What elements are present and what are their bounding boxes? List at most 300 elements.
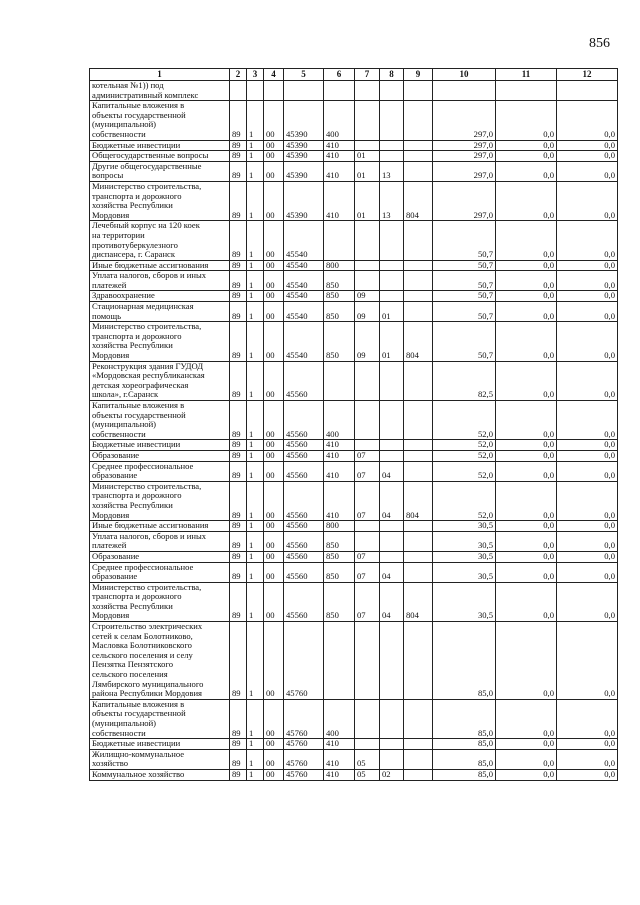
row-name-cell: Иные бюджетные ассигнования — [90, 260, 230, 271]
table-row — [90, 769, 618, 780]
cell-col-4: 00 — [264, 769, 284, 780]
cell-col-10: 85,0 — [433, 769, 496, 780]
cell-col-4: 00 — [264, 450, 284, 461]
cell-col-3: 1 — [247, 531, 264, 551]
cell-col-11: 0,0 — [496, 271, 557, 291]
cell-col-9 — [404, 739, 433, 750]
cell-col-9 — [404, 140, 433, 151]
table-row — [90, 531, 618, 551]
cell-col-9 — [404, 151, 433, 162]
cell-col-3: 1 — [247, 302, 264, 322]
column-header: 4 — [264, 69, 284, 81]
cell-col-9 — [404, 622, 433, 700]
cell-col-3: 1 — [247, 322, 264, 361]
cell-col-12: 0,0 — [557, 551, 618, 562]
cell-col-8 — [380, 699, 404, 738]
cell-col-2: 89 — [230, 221, 247, 260]
column-header: 11 — [496, 69, 557, 81]
column-header: 9 — [404, 69, 433, 81]
column-header: 12 — [557, 69, 618, 81]
cell-col-9 — [404, 260, 433, 271]
column-header: 7 — [355, 69, 380, 81]
cell-col-3: 1 — [247, 551, 264, 562]
cell-col-12: 0,0 — [557, 271, 618, 291]
cell-col-12: 0,0 — [557, 181, 618, 220]
cell-col-7 — [355, 699, 380, 738]
cell-col-5: 45560 — [284, 361, 324, 400]
cell-col-8 — [380, 450, 404, 461]
cell-col-2: 89 — [230, 551, 247, 562]
cell-col-8 — [380, 739, 404, 750]
cell-col-7: 01 — [355, 181, 380, 220]
cell-col-12: 0,0 — [557, 361, 618, 400]
cell-col-12: 0,0 — [557, 521, 618, 532]
cell-col-10: 85,0 — [433, 622, 496, 700]
cell-col-3: 1 — [247, 749, 264, 769]
cell-col-7: 09 — [355, 302, 380, 322]
cell-col-9 — [404, 440, 433, 451]
cell-col-5: 45540 — [284, 271, 324, 291]
cell-col-11: 0,0 — [496, 151, 557, 162]
cell-col-2: 89 — [230, 699, 247, 738]
row-name-cell: Иные бюджетные ассигнования — [90, 521, 230, 532]
cell-col-9 — [404, 769, 433, 780]
cell-col-8: 13 — [380, 161, 404, 181]
cell-col-3: 1 — [247, 481, 264, 520]
cell-col-7 — [355, 361, 380, 400]
cell-col-12: 0,0 — [557, 221, 618, 260]
cell-col-3 — [247, 81, 264, 101]
cell-col-6: 410 — [324, 450, 355, 461]
cell-col-5: 45560 — [284, 461, 324, 481]
cell-col-2: 89 — [230, 481, 247, 520]
cell-col-9 — [404, 401, 433, 440]
cell-col-7 — [355, 140, 380, 151]
cell-col-6: 800 — [324, 260, 355, 271]
cell-col-3: 1 — [247, 521, 264, 532]
cell-col-7: 07 — [355, 551, 380, 562]
cell-col-7: 07 — [355, 481, 380, 520]
cell-col-7 — [355, 521, 380, 532]
cell-col-6: 850 — [324, 322, 355, 361]
row-name-cell: Реконструкция здания ГУДОД «Мордовская республиканская детская хореографическая школа», г.Саранск — [90, 361, 230, 400]
cell-col-10: 297,0 — [433, 161, 496, 181]
cell-col-7: 05 — [355, 749, 380, 769]
cell-col-11: 0,0 — [496, 531, 557, 551]
cell-col-10: 85,0 — [433, 739, 496, 750]
cell-col-3: 1 — [247, 221, 264, 260]
table-row — [90, 481, 618, 520]
row-name-cell: Министерство строительства, транспорта и дорожного хозяйства Республики Мордовия — [90, 582, 230, 621]
column-header: 8 — [380, 69, 404, 81]
cell-col-8: 04 — [380, 481, 404, 520]
cell-col-2: 89 — [230, 440, 247, 451]
cell-col-7: 07 — [355, 562, 380, 582]
cell-col-5: 45390 — [284, 181, 324, 220]
cell-col-3: 1 — [247, 401, 264, 440]
cell-col-12: 0,0 — [557, 140, 618, 151]
page-number: 856 — [589, 36, 610, 51]
cell-col-6: 410 — [324, 769, 355, 780]
cell-col-10: 30,5 — [433, 551, 496, 562]
cell-col-3: 1 — [247, 291, 264, 302]
row-name-cell: Капитальные вложения в объекты государственной (муниципальной) собственности — [90, 699, 230, 738]
cell-col-10: 52,0 — [433, 450, 496, 461]
cell-col-10: 30,5 — [433, 582, 496, 621]
cell-col-4: 00 — [264, 291, 284, 302]
cell-col-4: 00 — [264, 622, 284, 700]
row-name-cell: Образование — [90, 450, 230, 461]
cell-col-11: 0,0 — [496, 582, 557, 621]
cell-col-10: 50,7 — [433, 291, 496, 302]
cell-col-9 — [404, 302, 433, 322]
cell-col-7 — [355, 260, 380, 271]
cell-col-10: 52,0 — [433, 481, 496, 520]
cell-col-9 — [404, 161, 433, 181]
cell-col-12: 0,0 — [557, 161, 618, 181]
cell-col-2: 89 — [230, 161, 247, 181]
cell-col-10: 50,7 — [433, 221, 496, 260]
cell-col-5: 45540 — [284, 291, 324, 302]
column-header: 3 — [247, 69, 264, 81]
cell-col-8: 04 — [380, 461, 404, 481]
table-row — [90, 181, 618, 220]
cell-col-5 — [284, 81, 324, 101]
cell-col-3: 1 — [247, 271, 264, 291]
cell-col-4: 00 — [264, 151, 284, 162]
cell-col-12: 0,0 — [557, 401, 618, 440]
table-row — [90, 461, 618, 481]
column-header: 5 — [284, 69, 324, 81]
cell-col-7 — [355, 221, 380, 260]
table-row — [90, 551, 618, 562]
table-row — [90, 401, 618, 440]
cell-col-5: 45540 — [284, 302, 324, 322]
cell-col-2: 89 — [230, 739, 247, 750]
cell-col-4: 00 — [264, 161, 284, 181]
cell-col-9 — [404, 221, 433, 260]
cell-col-5: 45560 — [284, 551, 324, 562]
cell-col-4: 00 — [264, 739, 284, 750]
cell-col-8 — [380, 749, 404, 769]
table-row — [90, 101, 618, 140]
row-name-cell: Бюджетные инвестиции — [90, 440, 230, 451]
cell-col-6 — [324, 221, 355, 260]
cell-col-2: 89 — [230, 361, 247, 400]
cell-col-8 — [380, 291, 404, 302]
cell-col-3: 1 — [247, 181, 264, 220]
cell-col-7: 09 — [355, 322, 380, 361]
cell-col-8 — [380, 401, 404, 440]
cell-col-11: 0,0 — [496, 551, 557, 562]
cell-col-11: 0,0 — [496, 450, 557, 461]
cell-col-4: 00 — [264, 140, 284, 151]
cell-col-5: 45390 — [284, 140, 324, 151]
cell-col-11: 0,0 — [496, 461, 557, 481]
cell-col-4: 00 — [264, 181, 284, 220]
table-row — [90, 699, 618, 738]
cell-col-5: 45540 — [284, 260, 324, 271]
cell-col-9 — [404, 521, 433, 532]
cell-col-9 — [404, 749, 433, 769]
cell-col-3: 1 — [247, 739, 264, 750]
cell-col-6: 850 — [324, 531, 355, 551]
table-row — [90, 271, 618, 291]
row-name-cell: Коммунальное хозяйство — [90, 769, 230, 780]
table-row — [90, 440, 618, 451]
cell-col-7 — [355, 531, 380, 551]
table-row — [90, 221, 618, 260]
table-row — [90, 151, 618, 162]
cell-col-6: 410 — [324, 461, 355, 481]
row-name-cell: Среднее профессиональное образование — [90, 562, 230, 582]
cell-col-6: 850 — [324, 291, 355, 302]
row-name-cell: Бюджетные инвестиции — [90, 739, 230, 750]
row-name-cell: Капитальные вложения в объекты государственной (муниципальной) собственности — [90, 401, 230, 440]
table-row — [90, 140, 618, 151]
cell-col-5: 45560 — [284, 531, 324, 551]
cell-col-6: 410 — [324, 440, 355, 451]
table-body — [90, 81, 618, 781]
cell-col-9: 804 — [404, 322, 433, 361]
cell-col-5: 45560 — [284, 481, 324, 520]
cell-col-8 — [380, 271, 404, 291]
cell-col-7 — [355, 81, 380, 101]
cell-col-2: 89 — [230, 450, 247, 461]
cell-col-2: 89 — [230, 271, 247, 291]
budget-table — [89, 68, 618, 781]
cell-col-6: 410 — [324, 151, 355, 162]
row-name-cell: Другие общегосударственные вопросы — [90, 161, 230, 181]
cell-col-10: 297,0 — [433, 181, 496, 220]
cell-col-3: 1 — [247, 151, 264, 162]
row-name-cell: Среднее профессиональное образование — [90, 461, 230, 481]
cell-col-6 — [324, 361, 355, 400]
cell-col-4: 00 — [264, 260, 284, 271]
cell-col-11: 0,0 — [496, 181, 557, 220]
cell-col-6: 850 — [324, 302, 355, 322]
cell-col-9 — [404, 699, 433, 738]
cell-col-12: 0,0 — [557, 260, 618, 271]
cell-col-11: 0,0 — [496, 440, 557, 451]
cell-col-8: 04 — [380, 562, 404, 582]
cell-col-2: 89 — [230, 260, 247, 271]
cell-col-3: 1 — [247, 361, 264, 400]
table-row — [90, 562, 618, 582]
cell-col-3: 1 — [247, 260, 264, 271]
cell-col-2: 89 — [230, 151, 247, 162]
row-name-cell: котельная №1)) под административный комплекс — [90, 81, 230, 101]
cell-col-10: 50,7 — [433, 271, 496, 291]
cell-col-8 — [380, 140, 404, 151]
table-row — [90, 161, 618, 181]
cell-col-2: 89 — [230, 461, 247, 481]
cell-col-2: 89 — [230, 140, 247, 151]
cell-col-4: 00 — [264, 521, 284, 532]
table-row — [90, 322, 618, 361]
cell-col-10: 85,0 — [433, 699, 496, 738]
cell-col-6: 850 — [324, 562, 355, 582]
row-name-cell: Министерство строительства, транспорта и дорожного хозяйства Республики Мордовия — [90, 181, 230, 220]
cell-col-10: 85,0 — [433, 749, 496, 769]
cell-col-11: 0,0 — [496, 481, 557, 520]
cell-col-12: 0,0 — [557, 302, 618, 322]
cell-col-3: 1 — [247, 161, 264, 181]
cell-col-2: 89 — [230, 749, 247, 769]
cell-col-5: 45560 — [284, 440, 324, 451]
cell-col-11: 0,0 — [496, 302, 557, 322]
table-row — [90, 450, 618, 461]
cell-col-12: 0,0 — [557, 322, 618, 361]
cell-col-2: 89 — [230, 562, 247, 582]
cell-col-10: 297,0 — [433, 140, 496, 151]
cell-col-6: 410 — [324, 739, 355, 750]
cell-col-2: 89 — [230, 322, 247, 361]
cell-col-6: 850 — [324, 582, 355, 621]
cell-col-9 — [404, 531, 433, 551]
cell-col-7: 07 — [355, 582, 380, 621]
cell-col-4: 00 — [264, 302, 284, 322]
cell-col-2: 89 — [230, 622, 247, 700]
cell-col-5: 45560 — [284, 521, 324, 532]
cell-col-7 — [355, 101, 380, 140]
cell-col-11: 0,0 — [496, 221, 557, 260]
cell-col-6: 410 — [324, 181, 355, 220]
cell-col-5: 45540 — [284, 322, 324, 361]
cell-col-10: 52,0 — [433, 401, 496, 440]
table-row — [90, 291, 618, 302]
cell-col-10 — [433, 81, 496, 101]
cell-col-9: 804 — [404, 582, 433, 621]
row-name-cell: Капитальные вложения в объекты государственной (муниципальной) собственности — [90, 101, 230, 140]
cell-col-12: 0,0 — [557, 481, 618, 520]
table-row — [90, 260, 618, 271]
cell-col-11: 0,0 — [496, 140, 557, 151]
cell-col-7: 05 — [355, 769, 380, 780]
cell-col-4: 00 — [264, 481, 284, 520]
table-row — [90, 361, 618, 400]
cell-col-11: 0,0 — [496, 562, 557, 582]
cell-col-3: 1 — [247, 450, 264, 461]
column-header: 1 — [90, 69, 230, 81]
cell-col-2 — [230, 81, 247, 101]
cell-col-8: 02 — [380, 769, 404, 780]
cell-col-9 — [404, 450, 433, 461]
cell-col-12: 0,0 — [557, 582, 618, 621]
cell-col-9 — [404, 461, 433, 481]
cell-col-7: 07 — [355, 461, 380, 481]
cell-col-9: 804 — [404, 181, 433, 220]
cell-col-11: 0,0 — [496, 739, 557, 750]
cell-col-6: 850 — [324, 271, 355, 291]
cell-col-9 — [404, 551, 433, 562]
cell-col-7 — [355, 271, 380, 291]
table-row — [90, 302, 618, 322]
cell-col-7 — [355, 401, 380, 440]
cell-col-9 — [404, 271, 433, 291]
cell-col-5: 45760 — [284, 739, 324, 750]
cell-col-11: 0,0 — [496, 401, 557, 440]
cell-col-4: 00 — [264, 401, 284, 440]
table-row — [90, 622, 618, 700]
cell-col-8 — [380, 151, 404, 162]
cell-col-9 — [404, 361, 433, 400]
cell-col-3: 1 — [247, 769, 264, 780]
cell-col-7 — [355, 622, 380, 700]
cell-col-3: 1 — [247, 461, 264, 481]
cell-col-2: 89 — [230, 531, 247, 551]
cell-col-11: 0,0 — [496, 769, 557, 780]
row-name-cell: Строительство электрических сетей к селам Болотниково, Масловка Болотниковского сельского поселения и селу Пензятка Пензятского сельского поселения Лямбирского муниципального района Республики Мордовия — [90, 622, 230, 700]
table-header-row — [90, 69, 618, 81]
cell-col-6: 400 — [324, 101, 355, 140]
cell-col-9: 804 — [404, 481, 433, 520]
cell-col-10: 52,0 — [433, 461, 496, 481]
cell-col-11: 0,0 — [496, 361, 557, 400]
row-name-cell: Министерство строительства, транспорта и дорожного хозяйства Республики Мордовия — [90, 322, 230, 361]
row-name-cell: Жилищно-коммунальное хозяйство — [90, 749, 230, 769]
cell-col-3: 1 — [247, 582, 264, 621]
cell-col-3: 1 — [247, 140, 264, 151]
cell-col-8 — [380, 361, 404, 400]
cell-col-4: 00 — [264, 531, 284, 551]
cell-col-10: 50,7 — [433, 322, 496, 361]
cell-col-2: 89 — [230, 181, 247, 220]
cell-col-6: 400 — [324, 699, 355, 738]
cell-col-7: 07 — [355, 450, 380, 461]
cell-col-2: 89 — [230, 582, 247, 621]
cell-col-12: 0,0 — [557, 562, 618, 582]
cell-col-11: 0,0 — [496, 260, 557, 271]
cell-col-4: 00 — [264, 582, 284, 621]
cell-col-12: 0,0 — [557, 450, 618, 461]
table-row — [90, 582, 618, 621]
cell-col-12: 0,0 — [557, 739, 618, 750]
cell-col-12: 0,0 — [557, 749, 618, 769]
row-name-cell: Образование — [90, 551, 230, 562]
cell-col-5: 45760 — [284, 699, 324, 738]
cell-col-6: 410 — [324, 481, 355, 520]
cell-col-5: 45540 — [284, 221, 324, 260]
cell-col-5: 45760 — [284, 769, 324, 780]
cell-col-7 — [355, 440, 380, 451]
cell-col-8 — [380, 531, 404, 551]
cell-col-12 — [557, 81, 618, 101]
cell-col-9 — [404, 291, 433, 302]
cell-col-10: 30,5 — [433, 531, 496, 551]
column-header: 2 — [230, 69, 247, 81]
cell-col-11 — [496, 81, 557, 101]
cell-col-2: 89 — [230, 769, 247, 780]
cell-col-2: 89 — [230, 302, 247, 322]
cell-col-5: 45390 — [284, 101, 324, 140]
cell-col-3: 1 — [247, 101, 264, 140]
table-row — [90, 739, 618, 750]
cell-col-3: 1 — [247, 440, 264, 451]
cell-col-10: 297,0 — [433, 101, 496, 140]
cell-col-12: 0,0 — [557, 769, 618, 780]
cell-col-5: 45560 — [284, 582, 324, 621]
cell-col-11: 0,0 — [496, 699, 557, 738]
row-name-cell: Здравоохранение — [90, 291, 230, 302]
cell-col-4: 00 — [264, 551, 284, 562]
cell-col-12: 0,0 — [557, 291, 618, 302]
cell-col-12: 0,0 — [557, 101, 618, 140]
cell-col-4: 00 — [264, 322, 284, 361]
cell-col-11: 0,0 — [496, 622, 557, 700]
row-name-cell: Уплата налогов, сборов и иных платежей — [90, 271, 230, 291]
cell-col-12: 0,0 — [557, 151, 618, 162]
